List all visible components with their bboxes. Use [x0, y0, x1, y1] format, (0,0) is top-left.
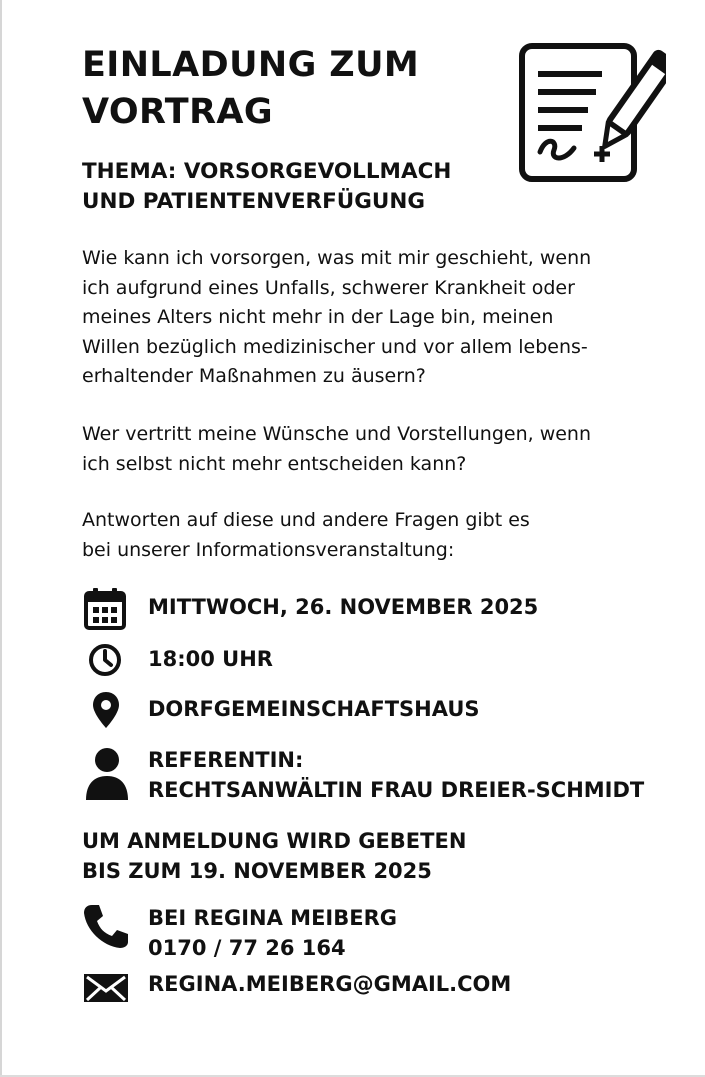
- speaker-name: RECHTSANWÄLTIN FRAU DREIER-SCHMIDT: [148, 778, 645, 802]
- question-paragraph: [82, 420, 672, 479]
- page-edge-left: [0, 0, 2, 1077]
- paragraph-line: ich selbst nicht mehr entscheiden kann?: [82, 452, 467, 475]
- paragraph-line: Willen bezüglich medizinischer und vor allem lebens-: [82, 335, 588, 358]
- registration-line-1: UM ANMELDUNG WIRD GEBETEN: [82, 829, 467, 853]
- person-icon: [84, 746, 130, 802]
- paragraph-line: erhaltender Maßnahmen zu äusern?: [82, 365, 426, 387]
- registration-line-2: BIS ZUM 19. NOVEMBER 2025: [82, 859, 432, 883]
- paragraph-line: ich aufgrund eines Unfalls, schwerer Krankheit oder: [82, 276, 575, 299]
- contact-email[interactable]: REGINA.MEIBERG@GMAIL.COM: [148, 972, 512, 996]
- map-pin-icon: [91, 690, 121, 730]
- speaker-label: REFERENTIN:: [148, 748, 304, 772]
- paragraph-line: Wie kann ich vorsorgen, was mit mir geschieht, wenn: [82, 247, 592, 269]
- paragraph-line: meines Alters nicht mehr in der Lage bin, meinen: [82, 306, 554, 328]
- answer-paragraph: [82, 506, 672, 565]
- event-date: MITTWOCH, 26. NOVEMBER 2025: [148, 595, 539, 619]
- topic-heading: [82, 157, 522, 217]
- topic-line-1: THEMA: VORSORGEVOLLMACH: [82, 159, 452, 184]
- document-signature-icon: [516, 40, 666, 185]
- event-location: DORFGEMEINSCHAFTSHAUS: [148, 697, 480, 721]
- paragraph-line: Antworten auf diese und andere Fragen gibt es: [82, 509, 530, 531]
- phone-icon: [82, 902, 130, 950]
- title-line-1: EINLADUNG ZUM: [82, 45, 420, 85]
- title-line-2: VORTRAG: [82, 92, 274, 132]
- registration-notice: [82, 826, 602, 886]
- event-time: 18:00 UHR: [148, 647, 273, 671]
- topic-line-2: UND PATIENTENVERFÜGUNG: [82, 189, 426, 214]
- envelope-icon: [82, 972, 130, 1004]
- clock-icon: [88, 643, 122, 677]
- contact-phone[interactable]: 0170 / 77 26 164: [148, 936, 346, 960]
- paragraph-line: bei unserer Informationsveranstaltung:: [82, 538, 455, 561]
- intro-paragraph: [82, 244, 672, 392]
- contact-name: BEI REGINA MEIBERG: [148, 906, 397, 930]
- page-title: [82, 42, 502, 136]
- paragraph-line: Wer vertritt meine Wünsche und Vorstellungen, wenn: [82, 423, 592, 445]
- calendar-icon: [82, 586, 128, 632]
